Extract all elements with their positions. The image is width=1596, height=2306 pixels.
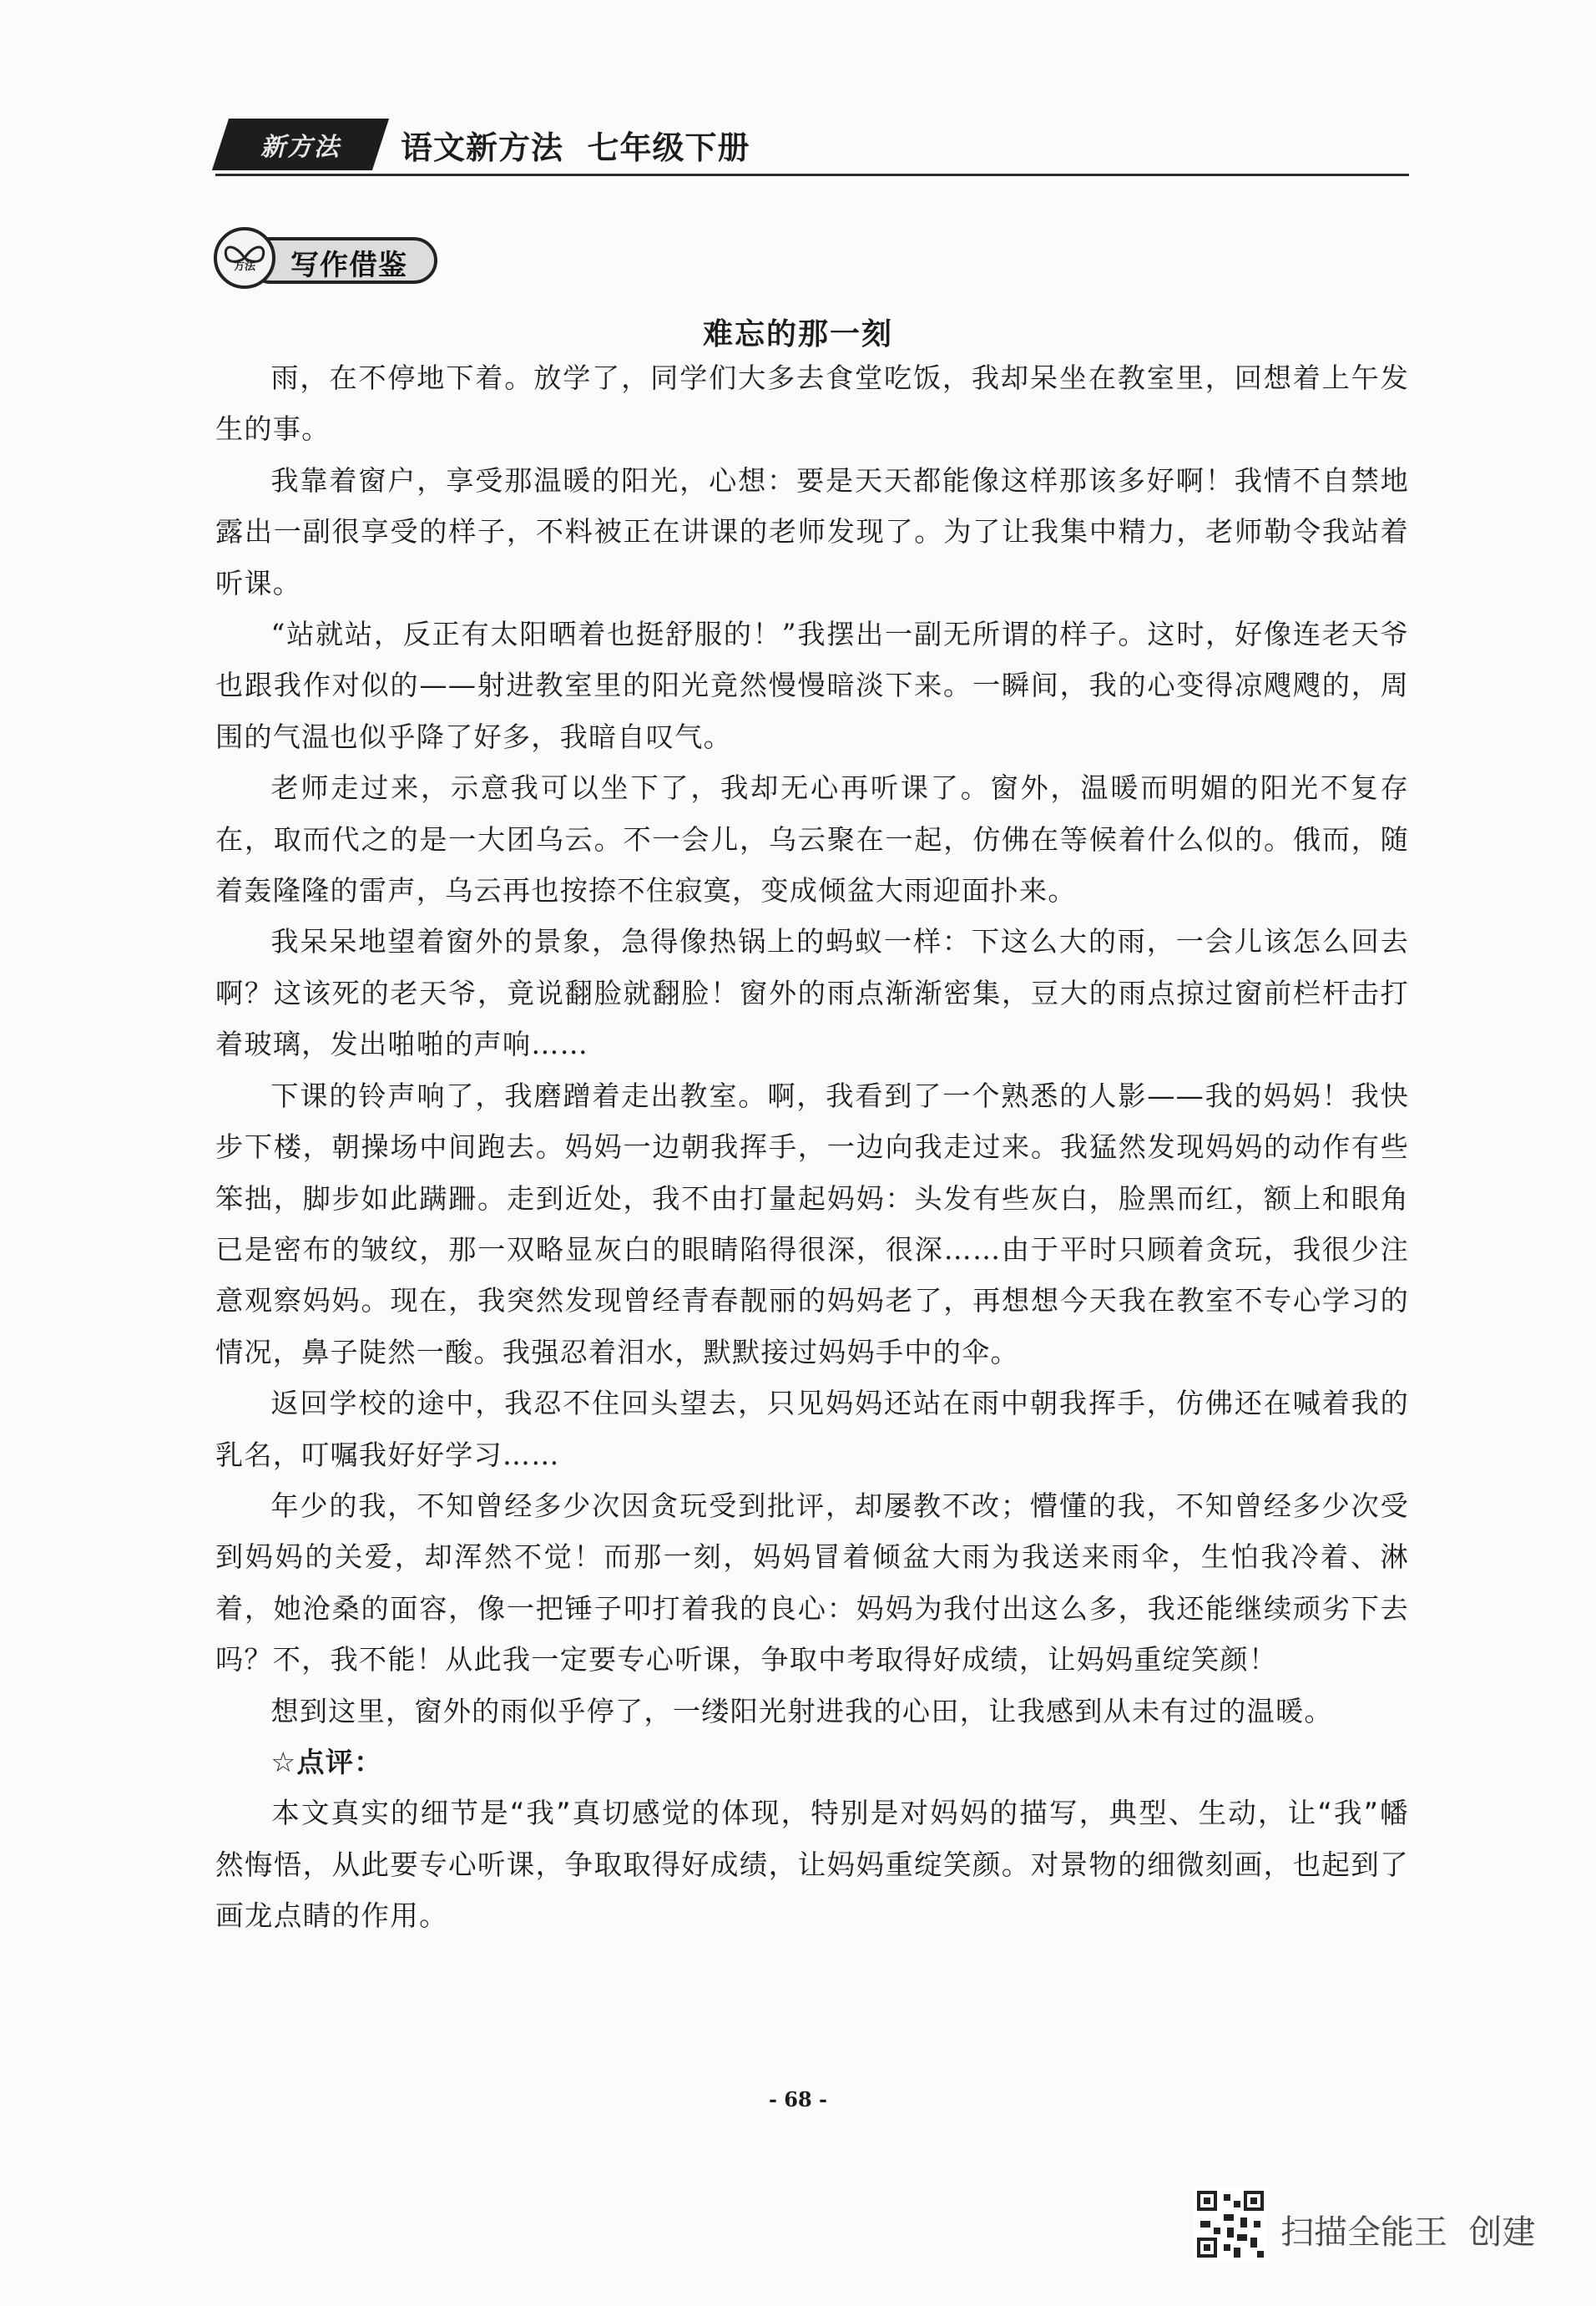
paragraph: 下课的铃声响了，我磨蹭着走出教室。啊，我看到了一个熟悉的人影——我的妈妈！我快步下楼，朝操场中间跑去。妈妈一边朝我挥手，一边向我走过来。我猛然发现妈妈的动作有些笨拙，脚步如此蹒跚。走到近处，我不由打量起妈妈：头发有些灰白，脸黑而红，额上和眼角已是密布的皱纹，那一双略显灰白的眼睛陷得很深，很深……由于平时只顾着贪玩，我很少注意观察妈妈。现在，我突然发现曾经青春靓丽的妈妈老了，再想想今天我在教室不专心学习的情况，鼻子陡然一酸。我强忍着泪水，默默接过妈妈手中的伞。 [215, 1079, 1409, 1368]
paragraph: 我靠着窗户，享受那温暖的阳光，心想：要是天天都能像这样那该多好啊！我情不自禁地露出一副很享受的样子，不料被正在讲课的老师发现了。为了让我集中精力，老师勒令我站着听课。 [215, 463, 1409, 599]
qr-code-icon [1194, 2187, 1267, 2261]
section-emblem-icon [214, 227, 275, 289]
review-label: ☆点评： [270, 1745, 383, 1778]
header-divider [215, 174, 1409, 176]
paragraph: 想到这里，窗外的雨似乎停了，一缕阳光射进我的心田，让我感到从未有过的温暖。 [270, 1694, 1333, 1727]
brand-logo-text: 新方法 [260, 133, 341, 162]
section-label: 写作借鉴 [290, 249, 407, 282]
paragraph: 雨，在不停地下着。放学了，同学们大多去食堂吃饭，我却呆坐在教室里，回想着上午发生的事。 [215, 362, 1409, 446]
brand-logo [212, 119, 389, 170]
review-text: 本文真实的细节是“我”真切感觉的体现，特别是对妈妈的描写，典型、生动，让“我”幡然悔悟，从此要专心听课，争取取得好成绩，让妈妈重绽笑颜。对景物的细微刻画，也起到了画龙点睛的作用。 [215, 1797, 1410, 1933]
paragraph: “站就站，反正有太阳晒着也挺舒服的！”我摆出一副无所谓的样子。这时，好像连老天爷也跟我作对似的——射进教室里的阳光竟然慢慢暗淡下来。一瞬间，我的心变得凉飕飕的，周围的气温也似乎降了好多，我暗自叹气。 [215, 618, 1409, 753]
paragraph: 我呆呆地望着窗外的景象，急得像热锅上的蚂蚁一样：下这么大的雨，一会儿该怎么回去啊？这该死的老天爷，竟说翻脸就翻脸！窗外的雨点渐渐密集，豆大的雨点掠过窗前栏杆击打着玻璃，发出啪啪的声响…… [215, 925, 1409, 1061]
paragraph: 返回学校的途中，我忍不住回头望去，只见妈妈还站在雨中朝我挥手，仿佛还在喊着我的乳名，叮嘱我好好学习…… [215, 1387, 1409, 1471]
butterfly-icon [220, 233, 270, 283]
book-title: 语文新方法 七年级下册 [401, 129, 750, 166]
section-badge [214, 227, 464, 294]
paragraph: 年少的我，不知曾经多少次因贪玩受到批评，却屡教不改；懵懂的我，不知曾经多少次受到妈妈的关爱，却浑然不觉！而那一刻，妈妈冒着倾盆大雨为我送来雨伞，生怕我冷着、淋着，她沧桑的面容，像一把锤子叩打着我的良心：妈妈为我付出这么多，我还能继续顽劣下去吗？不，我不能！从此我一定要专心听课，争取中考取得好成绩，让妈妈重绽笑颜！ [215, 1489, 1409, 1676]
article-body [215, 352, 1409, 1942]
scanner-watermark [1194, 2187, 1586, 2263]
article-title: 难忘的那一刻 [702, 317, 893, 351]
paragraph: 老师走过来，示意我可以坐下了，我却无心再听课了。窗外，温暖而明媚的阳光不复存在，取而代之的是一大团乌云。不一会儿，乌云聚在一起，仿佛在等候着什么似的。俄而，随着轰隆隆的雷声，乌云再也按捺不住寂寞，变成倾盆大雨迎面扑来。 [215, 771, 1409, 908]
page-header [215, 115, 1409, 179]
svg-text:方法: 方法 [233, 260, 256, 273]
watermark-text: 扫描全能王 创建 [1280, 2213, 1536, 2252]
page-number: - 68 - [768, 2087, 828, 2111]
